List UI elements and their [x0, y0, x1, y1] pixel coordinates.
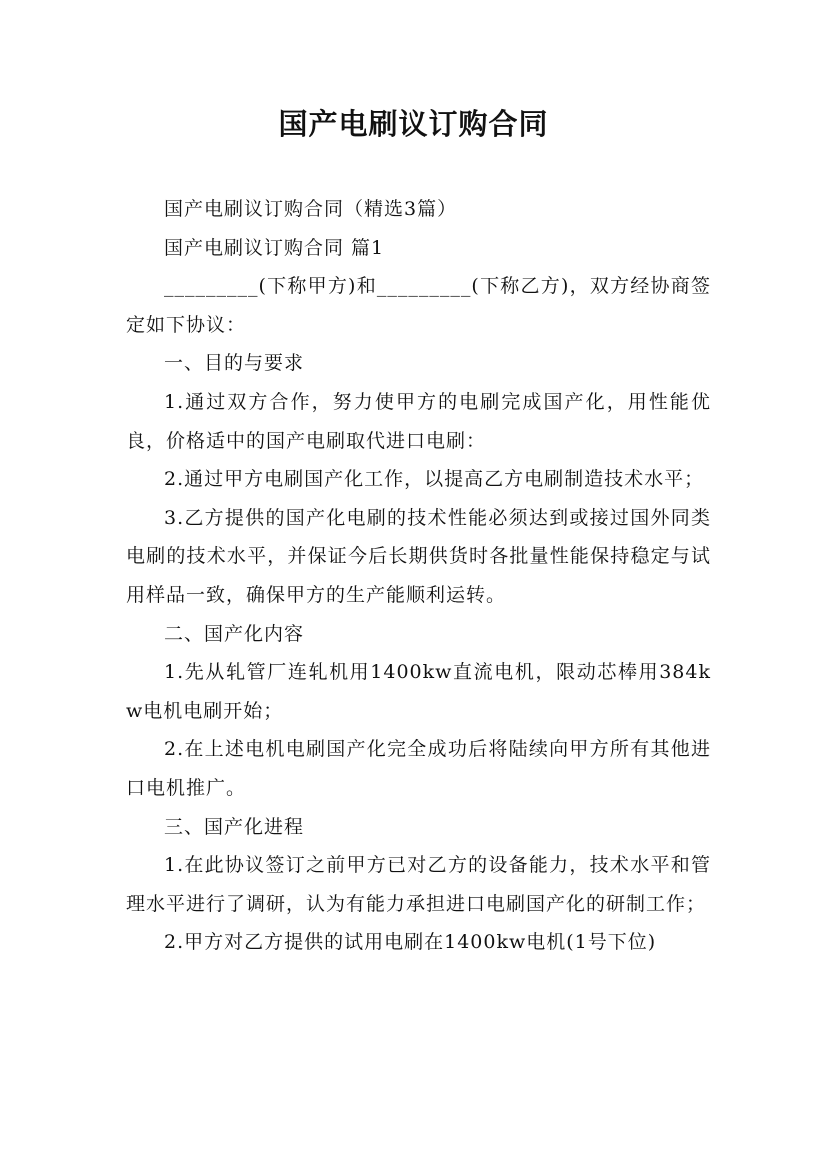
document-title: 国产电刷议订购合同 [278, 107, 549, 141]
paragraph-process-2: 2.甲方对乙方提供的试用电刷在1400kw电机(1号下位) [164, 931, 657, 954]
paragraph-process-1: 1.在此协议签订之前甲方已对乙方的设备能力，技术水平和管理水平进行了调研，认为有能力承担进口电刷国产化的研制工作； [126, 854, 711, 915]
paragraph-parties: _________(下称甲方)和_________(下称乙方)，双方经协商签定如下协议： [126, 275, 711, 336]
paragraph-content-2: 2.在上述电机电刷国产化完全成功后将陆续向甲方所有其他进口电机推广。 [126, 738, 711, 799]
heading-process: 三、国产化进程 [164, 815, 305, 838]
document-body [126, 190, 711, 962]
heading-content: 二、国产化内容 [164, 622, 305, 645]
paragraph-section-heading: 国产电刷议订购合同 篇1 [164, 236, 385, 259]
paragraph-purpose-1: 1.通过双方合作，努力使甲方的电刷完成国产化，用性能优良，价格适中的国产电刷取代进口电刷： [126, 390, 711, 452]
paragraph-content-1: 1.先从轧管厂连轧机用1400kw直流电机，限动芯棒用384kw电机电刷开始； [126, 661, 711, 722]
paragraph-purpose-3: 3.乙方提供的国产化电刷的技术性能必须达到或接过国外同类电刷的技术水平，并保证今后长期供货时各批量性能保持稳定与试用样品一致，确保甲方的生产能顺利运转。 [126, 506, 711, 606]
paragraph-purpose-2: 2.通过甲方电刷国产化工作，以提高乙方电刷制造技术水平； [164, 468, 705, 491]
heading-purpose: 一、目的与要求 [164, 352, 305, 375]
paragraph-subtitle: 国产电刷议订购合同（精选3篇） [164, 198, 458, 220]
